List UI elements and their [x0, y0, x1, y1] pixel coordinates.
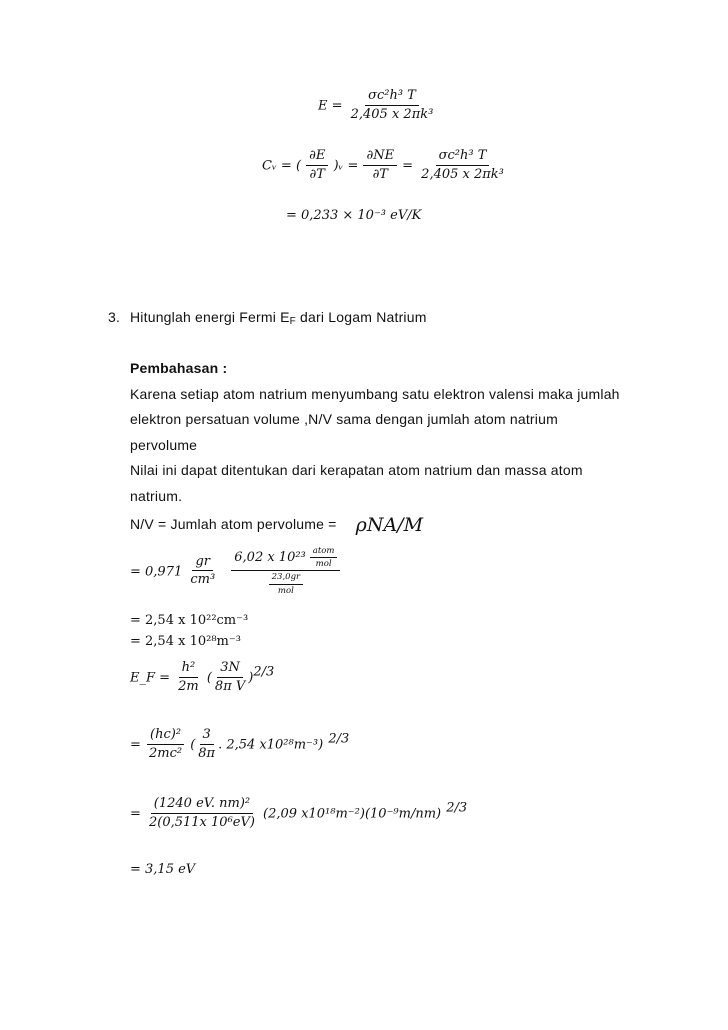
calc-rest: (2,09 x10¹⁸m⁻²)(10⁻⁹m/nm)	[263, 806, 442, 822]
fraction	[418, 148, 507, 182]
question-3	[108, 309, 427, 325]
paragraph-line: natrium.	[130, 488, 183, 504]
calc-rest: . 2,54 x10²⁸m⁻³)	[218, 737, 324, 753]
equation-energy	[318, 88, 436, 122]
numerator: σc²h³ T	[365, 88, 419, 106]
fraction	[212, 660, 248, 694]
denominator: ∂T	[372, 166, 388, 182]
paragraph-line: pervolume	[130, 437, 198, 453]
numerator: (1240 eV. nm)²	[151, 796, 253, 814]
denominator: 8π V	[214, 678, 246, 694]
fraction	[187, 554, 218, 588]
fraction	[363, 148, 397, 182]
numerator: h²	[179, 660, 199, 678]
calculation-fermi-2	[130, 796, 467, 830]
question-text-after: dari Logam Natrium	[295, 309, 427, 325]
numerator: ∂NE	[363, 148, 397, 166]
operator: )ᵥ =	[333, 158, 359, 174]
paren: (	[190, 737, 196, 753]
calc-prefix: = 0,971	[130, 564, 183, 580]
fraction	[146, 727, 185, 761]
numerator: gr	[192, 554, 213, 572]
numerator	[231, 546, 340, 571]
paragraph-line: Karena setiap atom natrium menyumbang satu elektron valensi maka jumlah	[130, 386, 620, 402]
numerator: ∂E	[306, 148, 328, 166]
denominator: cm³	[190, 572, 216, 588]
numerator: σc²h³ T	[436, 148, 490, 166]
denominator: 2mc²	[149, 745, 183, 761]
exponent: 2/3	[328, 731, 350, 747]
pembahasan-heading: Pembahasan :	[130, 360, 228, 376]
numerator: 3N	[217, 660, 243, 678]
exponent: 2/3	[253, 664, 275, 680]
question-number: 3.	[108, 309, 121, 325]
fermi-energy-formula	[130, 660, 274, 694]
equation-heat-capacity-value: = 0,233 × 10⁻³ eV/K	[286, 208, 422, 223]
avogadro-number: 6,02 x 10²³	[234, 549, 306, 565]
result-line: = 2,54 x 10²²cm⁻³	[130, 613, 249, 628]
fraction	[175, 660, 202, 694]
calc-prefix: =	[130, 806, 141, 822]
question-subscript: F	[289, 316, 296, 327]
operator: =	[402, 158, 414, 174]
denominator: 2,405 x 2πk³	[350, 106, 434, 122]
numerator: atom	[310, 546, 338, 558]
formula-lhs: E_F =	[130, 670, 171, 686]
nv-line	[130, 514, 423, 536]
denominator: mol	[277, 585, 294, 596]
fraction-avogadro	[231, 546, 340, 596]
exponent: 2/3	[446, 800, 468, 816]
calculation-fermi-1	[130, 727, 349, 761]
fraction	[195, 727, 218, 761]
denominator: 2,405 x 2πk³	[421, 166, 504, 182]
fraction	[269, 572, 303, 595]
result-line: = 2,54 x 10²⁸m⁻³	[130, 634, 241, 649]
calc-prefix: =	[130, 737, 141, 753]
denominator: 8π	[198, 745, 216, 761]
denominator: ∂T	[309, 166, 325, 182]
fraction	[306, 148, 328, 182]
final-result: = 3,15 eV	[130, 862, 196, 877]
equation-lhs: Cᵥ = (	[262, 158, 302, 174]
denominator: 2(0,511x 10⁶eV)	[149, 814, 255, 830]
nv-text: N/V = Jumlah atom pervolume =	[130, 516, 337, 532]
equation-lhs: E =	[318, 98, 343, 114]
paragraph-line: elektron persatuan volume ,N/V sama dengan jumlah atom natrium	[130, 411, 558, 427]
fraction	[348, 88, 437, 122]
fraction	[310, 546, 338, 569]
denominator: mol	[315, 559, 332, 570]
denominator	[266, 571, 306, 595]
calculation-density	[130, 546, 340, 596]
numerator: 23,0gr	[269, 572, 303, 584]
numerator: 3	[200, 727, 214, 745]
fraction	[146, 796, 258, 830]
denominator: 2m	[178, 678, 199, 694]
paren: )	[248, 670, 254, 686]
equation-heat-capacity	[262, 148, 507, 182]
nv-formula: ρNA/M	[355, 514, 424, 536]
paragraph-line: Nilai ini dapat ditentukan dari kerapatan atom natrium dan massa atom	[130, 462, 583, 478]
paren: (	[206, 670, 212, 686]
question-text-before: Hitunglah energi Fermi E	[130, 309, 290, 325]
numerator: (hc)²	[147, 727, 184, 745]
